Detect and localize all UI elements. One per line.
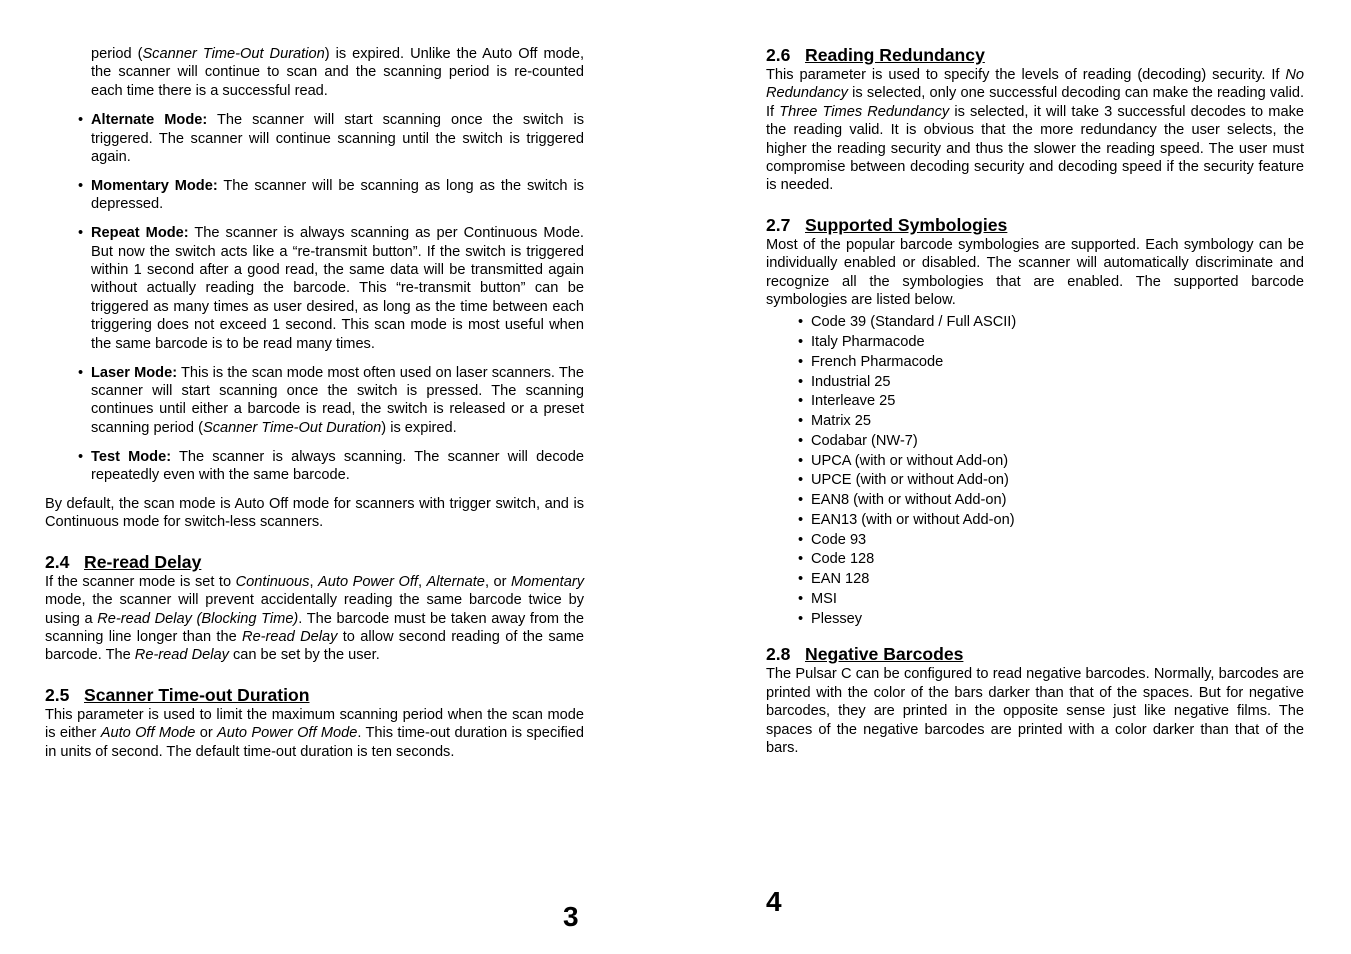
italic-run: Continuous xyxy=(235,573,310,590)
section-title: Supported Symbologies xyxy=(805,214,1008,235)
symbology-item: • Interleave 25 xyxy=(811,392,1304,412)
mode-label: Test Mode: xyxy=(91,448,172,465)
text-run: This parameter is used to limit the maximum scanning period when the scan mode is either xyxy=(45,706,584,742)
italic-run: Auto Power Off Mode xyxy=(217,725,358,742)
text-run: can be set by the user. xyxy=(228,647,380,664)
italic-run: No Redundancy xyxy=(766,67,1304,102)
text-run: , or xyxy=(484,573,512,590)
symbology-item: • EAN8 (with or without Add-on) xyxy=(811,491,1304,511)
section-body-2-6 xyxy=(766,66,1304,195)
mode-text: The scanner will be scanning as long as the switch is depressed. xyxy=(91,177,584,213)
symbology-item: • MSI xyxy=(811,590,1304,610)
text-run: is selected, it will take 3 successful decodes to make the reading valid. It is obvious that the more redundancy the user selects, the higher the reading security and thus the slower the reading speed. The user must compromise between decoding security and decoding speed if the security feature is needed. xyxy=(766,103,1304,194)
section-heading-2-5 xyxy=(45,684,584,706)
italic-run: Three Times Redundancy xyxy=(779,103,950,120)
section-heading-2-4 xyxy=(45,551,584,573)
page-number-right: 4 xyxy=(766,886,782,917)
list-item-laser-mode xyxy=(91,364,584,438)
symbology-item: • UPCA (with or without Add-on) xyxy=(811,452,1304,472)
section-body-2-5 xyxy=(45,706,584,761)
text-run: If the scanner mode is set to xyxy=(45,573,236,590)
symbology-item: • UPCE (with or without Add-on) xyxy=(811,471,1304,491)
mode-text: This is the scan mode most often used on laser scanners. The scanner will start scanning once the switch is pressed. The scanning continues until either a barcode is read, the switch is released or a preset scanning period ( xyxy=(91,364,584,436)
section-title: Re-read Delay xyxy=(84,551,202,572)
symbology-item: • Plessey xyxy=(811,610,1304,630)
symbology-item: • Code 39 (Standard / Full ASCII) xyxy=(811,313,1304,333)
text-run: This parameter is used to specify the levels of reading (decoding) security. If xyxy=(766,67,1286,83)
section-heading-2-7 xyxy=(766,214,1304,236)
list-item-alternate-mode xyxy=(91,111,584,166)
text-run: . This time-out duration is specified in units of second. The default time-out duration is ten seconds. xyxy=(45,725,584,760)
italic-run: Auto Off Mode xyxy=(100,725,196,742)
text-run: , xyxy=(309,573,319,590)
symbology-item: • Codabar (NW-7) xyxy=(811,432,1304,452)
italic-run: Auto Power Off xyxy=(318,573,418,590)
section-title: Negative Barcodes xyxy=(805,644,964,665)
text-run: . The barcode must be taken away from the scanning line longer than the xyxy=(45,610,584,646)
section-number: 2.6 xyxy=(766,45,791,65)
section-body-2-4 xyxy=(45,573,584,665)
list-item-test-mode xyxy=(91,448,584,485)
text-run: period ( xyxy=(91,46,143,62)
section-heading-2-8 xyxy=(766,643,1304,665)
mode-text: The scanner is always scanning. The scanner will decode repeatedly even with the same barcode. xyxy=(91,448,584,484)
italic-run: Scanner Time-Out Duration xyxy=(142,46,325,62)
mode-label: Repeat Mode: xyxy=(91,225,189,242)
continued-paragraph xyxy=(91,45,584,100)
italic-run: Alternate xyxy=(426,573,485,590)
text-run: , xyxy=(417,573,427,590)
italic-run: Re-read Delay xyxy=(242,629,338,646)
list-item-momentary-mode xyxy=(91,177,584,214)
symbology-item: • Code 93 xyxy=(811,531,1304,551)
symbology-item: • Code 128 xyxy=(811,550,1304,570)
section-number: 2.8 xyxy=(766,644,791,665)
section-title: Scanner Time-out Duration xyxy=(84,684,310,705)
page-number-left: 3 xyxy=(563,901,579,932)
symbology-item: • Industrial 25 xyxy=(811,373,1304,393)
italic-run: Momentary xyxy=(511,573,585,590)
italic-run: Re-read Delay (Blocking Time) xyxy=(97,610,299,627)
text-run: or xyxy=(195,725,218,742)
symbology-item: • Matrix 25 xyxy=(811,412,1304,432)
mode-text: ) is expired. xyxy=(381,419,457,436)
symbology-list xyxy=(766,313,1304,629)
section-body-2-7: Most of the popular barcode symbologies are supported. Each symbology can be individually enabled or disabled. The scanner will automatically discriminate and recognize all the symbologies that are enabled. The supported barcode symbologies are listed below. xyxy=(766,236,1304,309)
mode-text: The scanner is always scanning as per Continuous Mode. But now the switch acts like a “re-transmit button”. If the switch is triggered within 1 second after a good read, the same data will be transmitted again without actually reading the barcode. This “re-transmit button” can be triggered as many times as user desired, as long as the time between each triggering does not exceed 1 second. This scan mode is most useful when the same barcode is to be read many times. xyxy=(91,225,584,352)
symbology-item: • French Pharmacode xyxy=(811,353,1304,373)
text-run: mode, the scanner will prevent accidentally reading the same barcode twice by using a xyxy=(45,592,584,627)
list-item-repeat-mode xyxy=(91,224,584,353)
mode-label: Laser Mode: xyxy=(91,364,178,381)
text-run: to allow second reading of the same barcode. The xyxy=(45,629,585,664)
symbology-item: • EAN13 (with or without Add-on) xyxy=(811,511,1304,531)
italic-run: Re-read Delay xyxy=(134,647,229,664)
mode-label: Momentary Mode: xyxy=(91,177,218,194)
section-heading-2-6 xyxy=(766,44,1304,66)
right-page xyxy=(766,44,1304,758)
symbology-item: • EAN 128 xyxy=(811,570,1304,590)
section-title: Reading Redundancy xyxy=(805,45,985,65)
default-mode-paragraph: By default, the scan mode is Auto Off mode for scanners with trigger switch, and is Continuous mode for switch-less scanners. xyxy=(45,496,584,531)
text-run: ) is expired. Unlike the Auto Off mode, the scanner will continue to scan and the scanning period is re-counted each time there is a successful read. xyxy=(91,46,584,99)
section-number: 2.5 xyxy=(45,684,70,705)
mode-label: Alternate Mode: xyxy=(91,112,208,129)
scan-mode-list xyxy=(45,111,584,484)
left-page xyxy=(45,45,584,761)
section-number: 2.7 xyxy=(766,214,791,235)
text-run: is selected, only one successful decoding can make the reading valid. If xyxy=(766,85,1304,120)
section-number: 2.4 xyxy=(45,551,70,572)
section-body-2-8: The Pulsar C can be configured to read negative barcodes. Normally, barcodes are printed with the color of the bars darker than that of the spaces. But for negative barcodes, they are printed in the opposite sense just like negative films. The spaces of the negative barcodes are printed with a color darker than that of the bars. xyxy=(766,666,1304,757)
mode-text: The scanner will start scanning once the switch is triggered. The scanner will continue scanning until the switch is triggered again. xyxy=(91,112,584,166)
symbology-item: • Italy Pharmacode xyxy=(811,333,1304,353)
italic-run: Scanner Time-Out Duration xyxy=(202,419,382,436)
